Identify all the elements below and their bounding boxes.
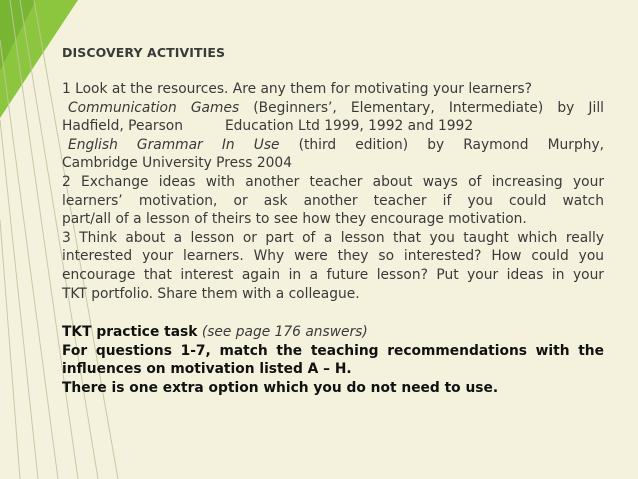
resource-1-title: Communication Games [68,99,240,116]
resource-2-line-1 [62,136,604,155]
task-title-line [62,323,604,342]
resource-1-line-2 [62,117,604,136]
item-2-line-2: learners’ motivation, or ask another teacher if you could watch [62,192,604,209]
resource-1-line-1 [62,99,604,118]
resource-1-years: Education Ltd 1999, 1992 and 1992 [224,118,474,135]
task-title: TKT practice task [62,324,198,341]
task-note: (see page 176 answers) [201,324,368,341]
resource-1-publisher: Hadfield, Pearson [62,118,183,135]
resource-2-title: English Grammar In Use [68,136,280,153]
task-line-3: There is one extra option which you do not need to use. [62,379,499,396]
task-line-2: influences on motivation listed A – H. [62,361,352,378]
task-line-1: For questions 1-7, match the teaching recommendations with the [62,342,604,359]
item-3-line-1: 3 Think about a lesson or part of a lesson that you taught which really [62,229,604,246]
decor-line [0,220,20,479]
slide-heading: DISCOVERY ACTIVITIES [62,45,226,60]
practice-task [62,323,604,397]
item-2-line-1: 2 Exchange ideas with another teacher about ways of increasing your [62,173,604,190]
resource-2-line-2: Cambridge University Press 2004 [62,155,292,172]
item-3-line-4: TKT portfolio. Share them with a colleague. [62,285,360,302]
resource-2-details: (third edition) by Raymond Murphy, [279,136,604,153]
item-3-line-2: interested your learners. Why were they so interested? How could you [62,248,604,265]
decor-line [0,40,58,479]
resource-1-details: (Beginners’, Elementary, Intermediate) by Jill [239,99,604,116]
item-3-line-3: encourage that interest again in a future lesson? Put your ideas in your [62,266,604,283]
item-2-line-3: part/all of a lesson of theirs to see how they encourage motivation. [62,211,527,228]
item-1: 1 Look at the resources. Are any them for motivating your learners? [62,81,532,97]
slide-content [62,44,604,398]
